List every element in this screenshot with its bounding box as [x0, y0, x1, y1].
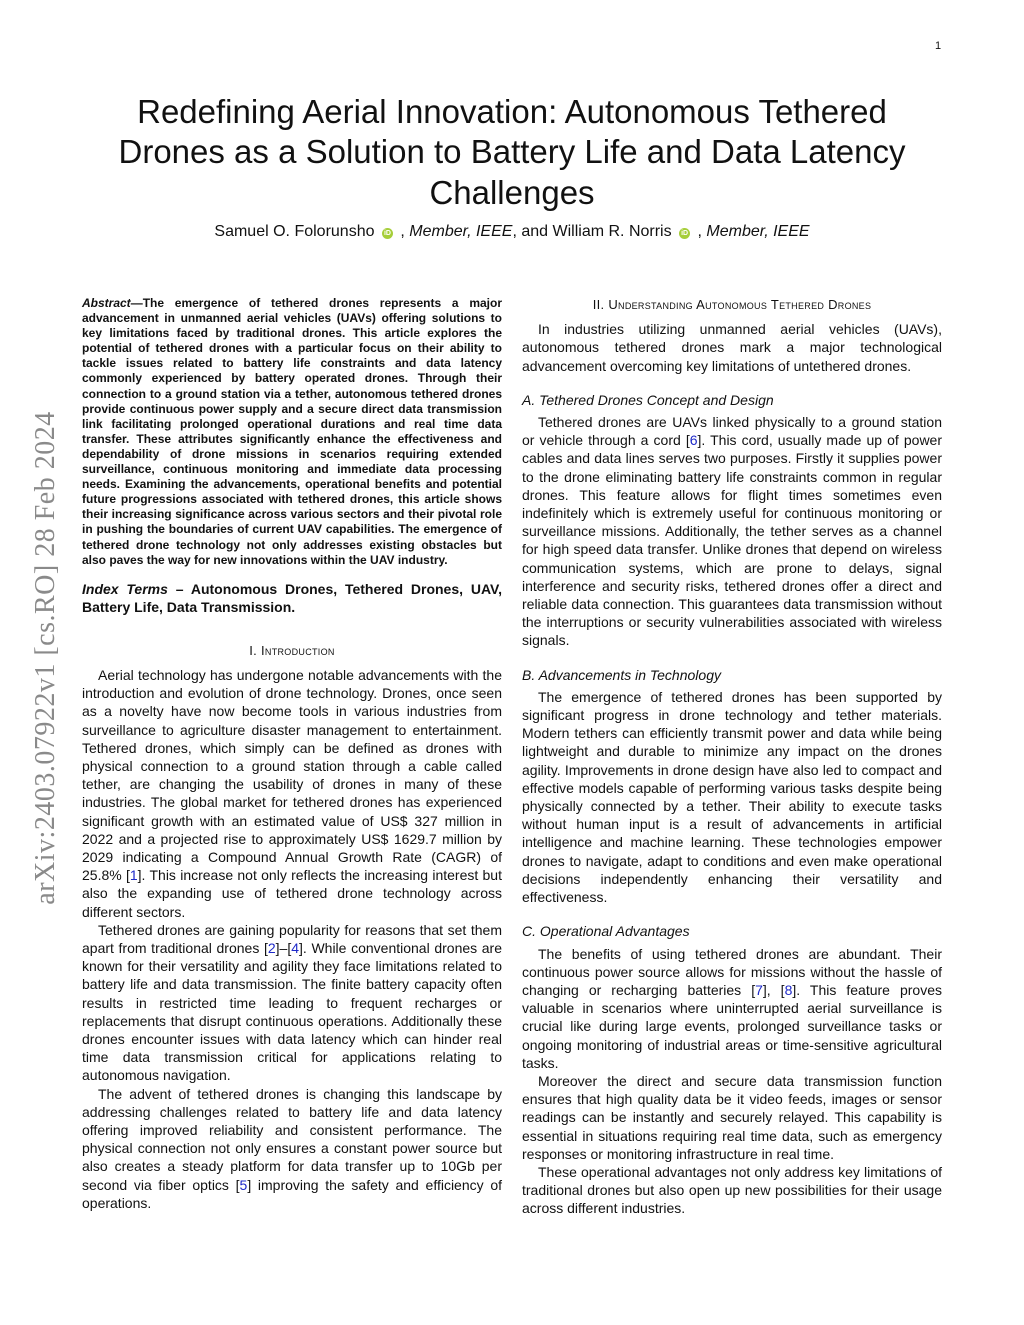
citation-link[interactable]: 4: [291, 939, 300, 956]
right-column: [522, 296, 942, 1218]
paragraph-text: ]. While conventional drones are known for their versatility and agility they face limitations related to battery life and data transmission. The finite battery capacity often results in restricted time leading to frequent recharges or replacements that disrupt continuous operations. Additionally these drones encounter issues with data latency which can hinder real time data transmission critical for applications relating to autonomous navigation.: [82, 939, 503, 1084]
citation-link[interactable]: 2: [267, 939, 276, 956]
index-terms-label: Index Terms: [82, 580, 168, 597]
left-column: [82, 296, 502, 1212]
abstract-text: —The emergence of tethered drones represents a major advancement in unmanned aerial vehicles (UAVs) offering solutions to key limitations faced by traditional drones. This article explores the potential of tethered drones with a particular focus on their ability to tackle issues related to battery life constraints and data latency commonly experienced by battery operated drones. Through their connection to a ground station via a tether, autonomous tethered drones provide continuous power supply and a secure direct data transmission link facilitating prolonged operational durations and real time data transfer. These attributes significantly enhance the effectiveness and dependability of drone missions in scenarios requiring extended surveillance, continuous monitoring and immediate data processing needs. Examining the advancements, operational benefits and potential future progressions associated with tethered drones, this article shows their increasing significance across various sectors and their pivotal role in pushing the boundaries of current UAV capabilities. The emergence of tethered drone technology not only addresses existing obstacles but also paves the way for new innovations within the UAV industry.: [82, 296, 502, 567]
paragraph-text: Aerial technology has undergone notable advancements with the introduction and evolution of drone technology. Drones, once seen as a novelty have now become tools in various industries from surveillance to agriculture disaster management to entertainment. Tethered drones, which simply can be defined as drones with physical connection to a ground station through a cable called tether, are changing the usability of drones in many of these industries. The global market for tethered drones has experienced significant growth with an estimated value of US$ 327 million in 2022 and a projected rise to approximately US$ 1629.7 million by 2029 indicating a Compound Annual Growth Rate (CAGR) of 25.8% [: [82, 666, 502, 884]
arxiv-stamp: arXiv:2403.07922v1 [cs.RO] 28 Feb 2024: [30, 411, 61, 905]
intro-paragraph-2: [82, 921, 502, 1085]
paragraph-text: Tethered drones are UAVs linked physically to a ground station or vehicle through a cord [: [522, 414, 942, 449]
title-line-1: Redefining Aerial Innovation: Autonomous Tethered: [137, 93, 887, 130]
author-membership-1: Member, IEEE: [409, 223, 513, 240]
paragraph-text: ] improving the safety and efficiency of operations.: [82, 1176, 503, 1211]
citation-link[interactable]: 8: [784, 981, 793, 998]
title-line-2: Drones as a Solution to Battery Life and Data Latency: [118, 133, 906, 171]
paragraph-text: ]. This feature proves valuable in scenarios where uninterrupted aerial surveillance is crucial like during large events, prolonged surveillance tasks or ongoing monitoring of industrial areas or time-sensitive agricultural tasks.: [522, 981, 943, 1071]
author-line: [90, 223, 934, 241]
page-number: 1: [935, 40, 942, 52]
author-sep-2: ,: [697, 223, 702, 240]
paragraph-text: ]. This cord, usually made up of power cables and data lines serves two purposes. Firstly it supplies power to the drone eliminating battery life constraints common in regular drones. This feature allows for flight times sometimes even indefinitely which is extremely useful for continuous monitoring or surveillance missions. Additionally, the tether serves as a channel for high speed data transfer. Unlike drones that depend on wireless communication systems, which are prone to delays, signal interference and security risks, tethered drones offer a direct and reliable data connection. This guarantees data transmission without the interruptions or security vulnerabilities associated with wireless signals.: [522, 432, 942, 649]
author-membership-2: Member, IEEE: [706, 223, 810, 240]
concept-paragraph: [522, 413, 942, 650]
subsection-heading-advantages: C. Operational Advantages: [522, 923, 690, 940]
citation-link[interactable]: 5: [239, 1176, 248, 1193]
paragraph-text: The advent of tethered drones is changing this landscape by addressing challenges related to battery life and data latency offering improved reliability and consistent performance. The physical connection not only ensures a constant power source but also creates a steady platform for data transfer up to 10Gb per second via fiber optics [: [82, 1085, 502, 1193]
section-heading-understanding: II. Understanding Autonomous Tethered Drones: [592, 297, 872, 312]
intro-paragraph-3: [82, 1085, 502, 1212]
index-terms: [82, 580, 502, 616]
author-sep-1: ,: [400, 223, 405, 240]
author-name-1: Samuel O. Folorunsho: [214, 223, 375, 240]
citation-link[interactable]: 7: [755, 981, 763, 998]
title-line-3: Challenges: [429, 173, 595, 211]
orcid-icon[interactable]: iD: [681, 230, 689, 237]
advantages-paragraph-1: [522, 945, 942, 1072]
subsection-heading-advancements: B. Advancements in Technology: [522, 666, 721, 683]
author-name-2: William R. Norris: [552, 223, 672, 240]
index-terms-text: – Autonomous Drones, Tethered Drones, UAV, Battery Life, Data Transmission.: [82, 580, 502, 615]
orcid-icon[interactable]: iD: [383, 230, 391, 237]
subsection-heading-concept: A. Tethered Drones Concept and Design: [522, 391, 774, 408]
paragraph-text: ]. This increase not only reflects the increasing interest but also the expanding use of tethered drone technology across different sectors.: [82, 867, 502, 920]
section-2-paragraph: In industries utilizing unmanned aerial vehicles (UAVs), autonomous tethered drones mark a major technological advancement overcoming key limitations of untethered drones.: [522, 321, 942, 374]
paragraph-text: Tethered drones are gaining popularity for reasons that set them apart from traditional drones [: [82, 921, 502, 956]
advantages-paragraph-2: Moreover the direct and secure data transmission function ensures that high quality data be it video feeds, images or sensor readings can be instantly and securely relayed. This capability is essential in situations requiring real time data, such as emergency responses or monitoring infrastructure in real time.: [522, 1072, 942, 1162]
advancements-paragraph: The emergence of tethered drones has been supported by significant progress in drone technology and tether materials. Modern tethers can efficiently transmit power and data while being lightweight and durable to minimize any impact on the drones agility. Improvements in drone design have also led to compact and effective models capable of performing various tasks despite being physically connected by a tether. Their ability to execute tasks without human input is a result of advancements in artificial intelligence and machine learning. These technologies empower drones to navigate, adapt to conditions and even make operational decisions independently enhancing their versatility and effectiveness.: [522, 688, 942, 906]
paragraph-text: ], [: [762, 981, 785, 998]
citation-link[interactable]: 6: [689, 432, 698, 449]
section-heading-introduction: I. Introduction: [249, 642, 335, 658]
intro-paragraph-1: [82, 666, 502, 921]
paragraph-text: ]–[: [275, 939, 292, 956]
paper-title: [90, 92, 934, 213]
citation-link[interactable]: 1: [129, 867, 138, 884]
abstract: [82, 296, 502, 568]
paragraph-text: The benefits of using tethered drones are abundant. Their continuous power source allows for missions without the hassle of changing or recharging batteries [: [522, 945, 942, 998]
author-and: , and: [512, 223, 549, 240]
advantages-paragraph-3: These operational advantages not only address key limitations of traditional drones but also open up new possibilities for their usage across different industries.: [522, 1163, 942, 1217]
abstract-label: Abstract: [82, 296, 131, 310]
